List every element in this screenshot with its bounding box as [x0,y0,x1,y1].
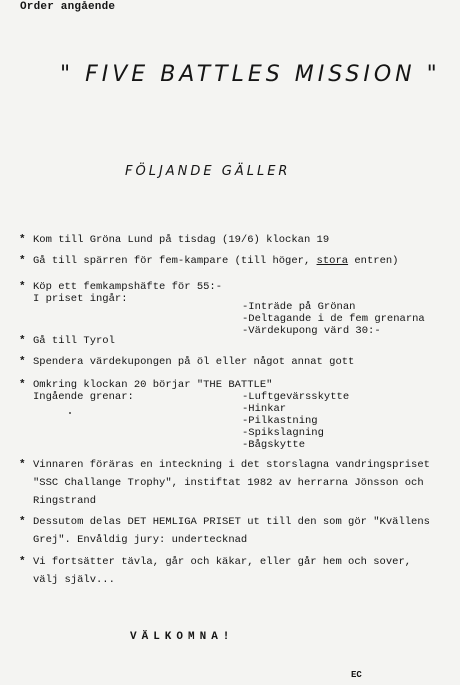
bullet-marker: * [19,556,26,568]
list-item-text: entren) [348,255,399,267]
event-entry: -Pilkastning [242,415,318,427]
event-entry: -Hinkar [242,403,287,415]
list-item: Dessutom delas DET HEMLIGA PRISET ut till den som gör "Kvällens [33,516,430,528]
list-item-text: Gå till spärren för fem-kampare (till höger, [33,255,317,267]
bullet-marker: * [19,281,26,293]
bullet-marker: * [19,335,26,347]
list-item: Kom till Gröna Lund på tisdag (19/6) klockan 19 [33,234,330,246]
bullet-marker: * [19,255,26,267]
bullet-marker: * [19,516,26,528]
list-item: Vinnaren föräras en inteckning i det storslagna vandringspriset [33,459,430,471]
document-header: Order angående [20,1,116,13]
list-item: Köp ett femkampshäfte för 55:- [33,281,223,293]
list-item-continuation: välj själv... [33,574,115,586]
bullet-marker: * [19,459,26,471]
list-item-continuation: Grej". Envåldig jury: undertecknad [33,534,248,546]
list-item: Spendera värdekupongen på öl eller något annat gott [33,356,355,368]
list-item [33,255,398,268]
document-subtitle: FÖLJANDE GÄLLER [125,164,291,179]
bullet-marker: * [19,234,26,246]
list-item: Vi fortsätter tävla, går och käkar, eller går hem och sover, [33,556,412,568]
included-entry: -Deltagande i de fem grenarna [242,313,425,325]
list-item-continuation: I priset ingår: [33,293,128,305]
speck-mark [69,412,71,414]
included-entry: -Inträde på Grönan [242,301,356,313]
list-item-continuation: "SSC Challange Trophy", instiftat 1982 av herrarna Jönsson och [33,477,424,489]
signature: EC [351,670,362,680]
included-entry: -Värdekupong värd 30:- [242,325,381,337]
list-item: Gå till Tyrol [33,335,115,347]
event-entry: -Spikslagning [242,427,324,439]
event-entry: -Luftgevärsskytte [242,391,350,403]
list-item-continuation: Ringstrand [33,495,97,507]
event-entry: -Bågskytte [242,439,306,451]
closing-greeting: VÄLKOMNA! [130,631,235,643]
bullet-marker: * [19,379,26,391]
document-title: " FIVE BATTLES MISSION " [60,62,441,87]
list-item: Omkring klockan 20 börjar "THE BATTLE" [33,379,273,391]
bullet-marker: * [19,356,26,368]
underlined-word: stora [316,255,349,267]
list-item-continuation: Ingående grenar: [33,391,134,403]
